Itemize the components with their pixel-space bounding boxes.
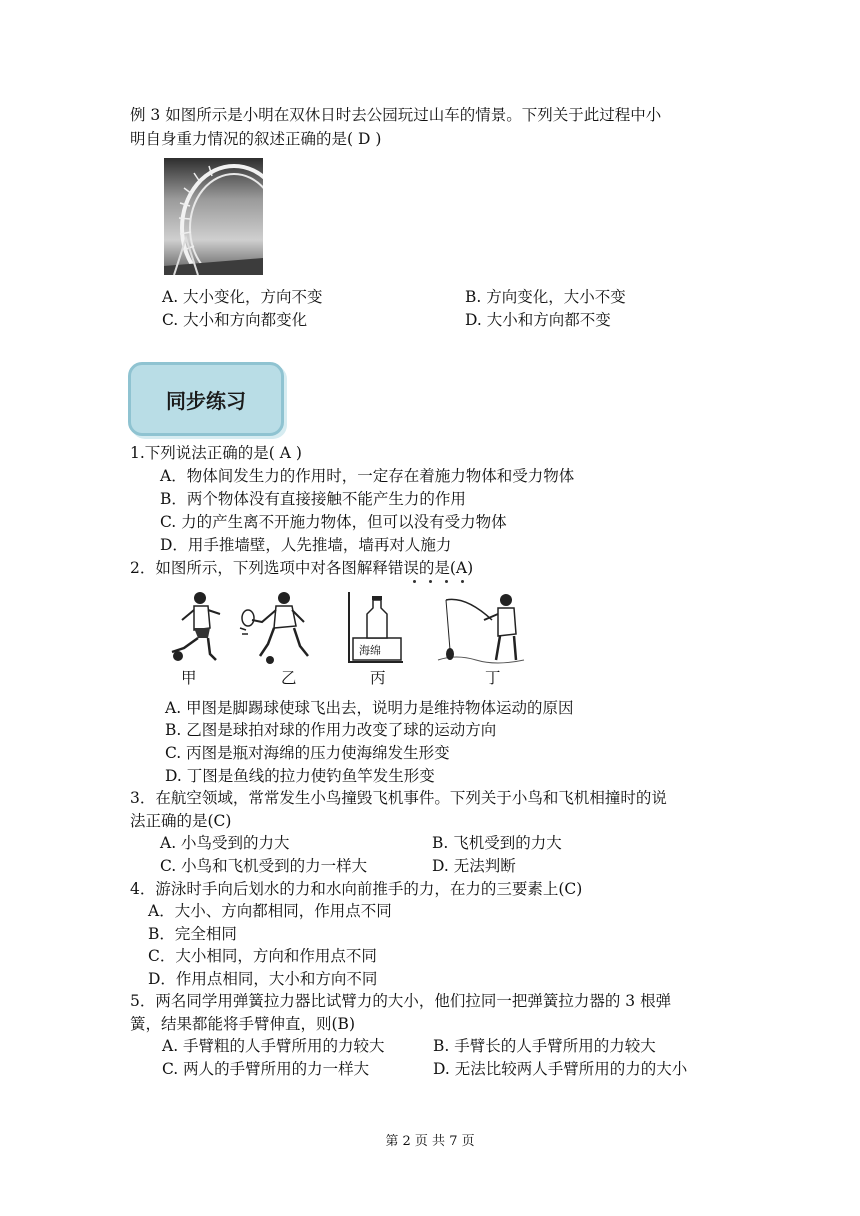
example3-option-c: C. 大小和方向都变化 bbox=[162, 311, 308, 329]
q4-stem: 4．游泳时手向后划水的力和水向前推手的力，在力的三要素上(C) bbox=[130, 880, 583, 898]
q3-option-a: A. 小鸟受到的力大 bbox=[160, 834, 290, 852]
roller-coaster-photo bbox=[164, 158, 263, 275]
q1-option-a: A．物体间发生力的作用时，一定存在着施力物体和受力物体 bbox=[160, 467, 575, 485]
q5-line1: 5．两名同学用弹簧拉力器比试臂力的大小，他们拉同一把弹簧拉力器的 3 根弹 bbox=[130, 992, 672, 1010]
q2-option-d: D. 丁图是鱼线的拉力使钓鱼竿发生形变 bbox=[165, 767, 435, 785]
q3-line1: 3．在航空领域，常常发生小鸟撞毁飞机事件。下列关于小鸟和飞机相撞时的说 bbox=[130, 789, 667, 807]
section-title-badge bbox=[128, 362, 284, 436]
q5-line2: 簧，结果都能将手臂伸直，则(B) bbox=[130, 1015, 355, 1033]
emphasis-dot bbox=[429, 580, 432, 583]
q2-option-c: C. 丙图是瓶对海绵的压力使海绵发生形变 bbox=[165, 744, 450, 762]
emphasis-dot bbox=[413, 580, 416, 583]
q1-option-c: C. 力的产生离不开施力物体，但可以没有受力物体 bbox=[160, 513, 507, 531]
q5-option-c: C. 两人的手臂所用的力一样大 bbox=[162, 1060, 370, 1078]
q5-option-a: A. 手臂粗的人手臂所用的力较大 bbox=[162, 1037, 385, 1055]
q4-option-a: A．大小、方向都相同，作用点不同 bbox=[148, 902, 392, 920]
q5-option-b: B. 手臂长的人手臂所用的力较大 bbox=[433, 1037, 656, 1055]
q4-option-c: C．大小相同，方向和作用点不同 bbox=[148, 947, 377, 965]
figure-yi-racket-ball bbox=[238, 590, 318, 666]
example3-line2: 明自身重力情况的叙述正确的是( D ) bbox=[130, 130, 382, 148]
figure-label-yi: 乙 bbox=[281, 669, 297, 687]
page-footer: 第 2 页 共 7 页 bbox=[385, 1134, 475, 1149]
figure-label-bing: 丙 bbox=[370, 669, 386, 687]
q4-option-b: B．完全相同 bbox=[148, 925, 237, 943]
q3-line2: 法正确的是(C) bbox=[130, 812, 232, 830]
q2-option-b: B. 乙图是球拍对球的作用力改变了球的运动方向 bbox=[165, 721, 497, 739]
q2-stem: 2．如图所示，下列选项中对各图解释错误的是(A) bbox=[130, 559, 474, 577]
q3-option-c: C. 小鸟和飞机受到的力一样大 bbox=[160, 857, 368, 875]
section-title: 同步练习 bbox=[166, 389, 246, 413]
q1-option-b: B．两个物体没有直接接触不能产生力的作用 bbox=[160, 490, 466, 508]
q3-option-b: B. 飞机受到的力大 bbox=[432, 834, 562, 852]
q1-option-d: D．用手推墙壁，人先推墙，墙再对人施力 bbox=[160, 536, 452, 554]
q1-stem: 1.下列说法正确的是( A ) bbox=[130, 444, 302, 462]
emphasis-dot bbox=[461, 580, 464, 583]
figure-ding-fishing bbox=[436, 590, 526, 666]
example3-option-b: B. 方向变化，大小不变 bbox=[465, 288, 626, 306]
emphasis-dot bbox=[445, 580, 448, 583]
figure-label-jia: 甲 bbox=[181, 669, 197, 687]
example3-line1: 例 3 如图所示是小明在双休日时去公园玩过山车的情景。下列关于此过程中小 bbox=[130, 106, 662, 124]
figure-label-ding: 丁 bbox=[485, 669, 501, 687]
sponge-label: 海绵 bbox=[359, 644, 381, 657]
q4-option-d: D．作用点相同，大小和方向不同 bbox=[148, 970, 378, 988]
figure-jia-kicking-ball bbox=[164, 590, 232, 666]
q3-option-d: D. 无法判断 bbox=[432, 857, 516, 875]
example3-option-a: A. 大小变化，方向不变 bbox=[162, 288, 323, 306]
example3-option-d: D. 大小和方向都不变 bbox=[465, 311, 611, 329]
q5-option-d: D. 无法比较两人手臂所用的力的大小 bbox=[433, 1060, 688, 1078]
q2-option-a: A. 甲图是脚踢球使球飞出去，说明力是维持物体运动的原因 bbox=[165, 699, 574, 717]
